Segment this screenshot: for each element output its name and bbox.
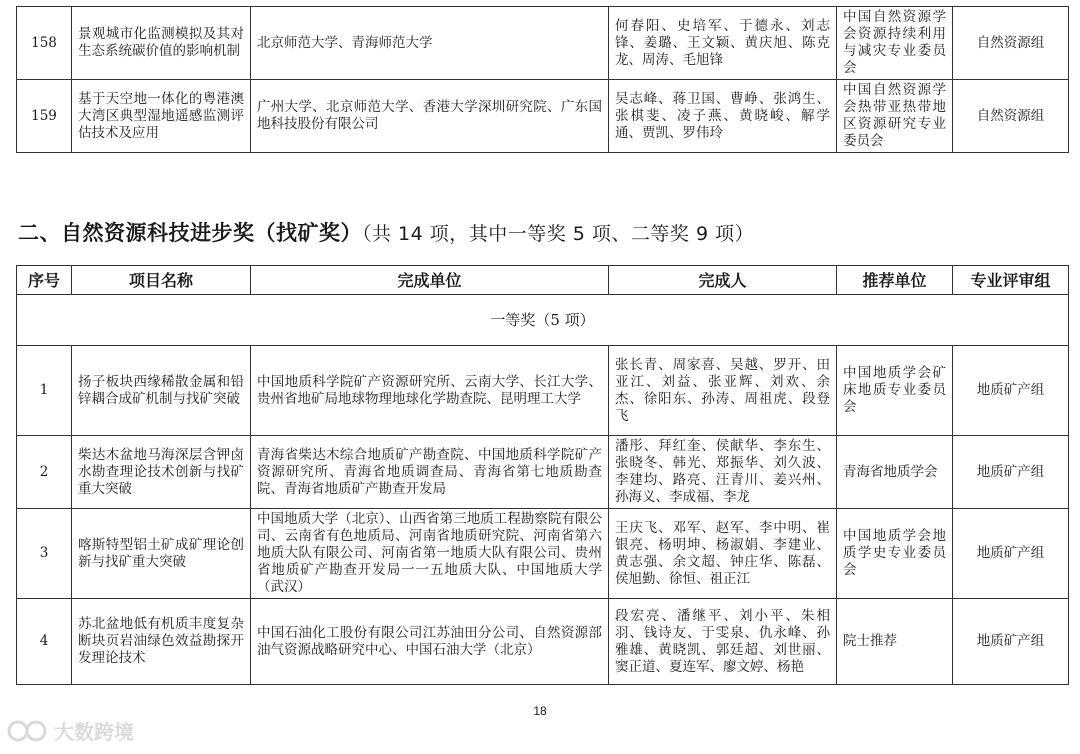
cell-recommender: 中国地质学会地质学史专业委员会 bbox=[837, 509, 953, 599]
watermark-text: 大数跨境 bbox=[54, 720, 134, 744]
cell-group: 自然资源组 bbox=[953, 7, 1069, 80]
cell-group: 地质矿产组 bbox=[953, 599, 1069, 685]
page-number: 18 bbox=[533, 704, 547, 718]
cell-no: 1 bbox=[17, 346, 72, 436]
continued-award-table bbox=[16, 6, 1069, 153]
cell-recommender: 中国自然资源学会热带亚热带地区资源研究专业委员会 bbox=[837, 80, 953, 153]
cell-units: 中国石油化工股份有限公司江苏油田分公司、自然资源部油气资源战略研究中心、中国石油大学（北京） bbox=[251, 599, 609, 685]
cell-name: 基于天空地一体化的粤港澳大湾区典型湿地遥感监测评估技术及应用 bbox=[72, 80, 251, 153]
table-row bbox=[17, 346, 1069, 436]
section-heading bbox=[18, 217, 754, 247]
table-row bbox=[17, 599, 1069, 685]
watermark-logo-icon bbox=[6, 719, 50, 743]
table-row bbox=[17, 509, 1069, 599]
cell-recommender: 院士推荐 bbox=[837, 599, 953, 685]
cell-no: 3 bbox=[17, 509, 72, 599]
cell-people: 何春阳、史培军、于德永、刘志锋、姜璐、王文颖、黄庆旭、陈克龙、周涛、毛旭锋 bbox=[609, 7, 837, 80]
mineral-award-table bbox=[16, 265, 1069, 685]
header-recommender: 推荐单位 bbox=[837, 266, 953, 295]
cell-group: 自然资源组 bbox=[953, 80, 1069, 153]
table-row bbox=[17, 7, 1069, 80]
header-units: 完成单位 bbox=[251, 266, 609, 295]
cell-units: 青海省柴达木综合地质矿产勘查院、中国地质科学院矿产资源研究所、青海省地质调查局、青海省第七地质勘查院、青海省地质矿产勘查开发局 bbox=[251, 436, 609, 509]
cell-name: 扬子板块西缘稀散金属和铅锌耦合成矿机制与找矿突破 bbox=[72, 346, 251, 436]
cell-units: 广州大学、北京师范大学、香港大学深圳研究院、广东国地科技股份有限公司 bbox=[251, 80, 609, 153]
cell-name: 苏北盆地低有机质丰度复杂断块页岩油绿色效益勘探开发理论技术 bbox=[72, 599, 251, 685]
cell-name: 喀斯特型铝土矿成矿理论创新与找矿重大突破 bbox=[72, 509, 251, 599]
award-level-row bbox=[17, 295, 1069, 346]
cell-no: 159 bbox=[17, 80, 72, 153]
cell-group: 地质矿产组 bbox=[953, 436, 1069, 509]
award-level-label: 一等奖（5 项） bbox=[17, 295, 1069, 346]
watermark bbox=[6, 716, 134, 745]
header-people: 完成人 bbox=[609, 266, 837, 295]
cell-people: 段宏亮、潘继平、刘小平、朱相羽、钱诗友、于雯泉、仇永峰、孙雅雄、黄晓凯、郭廷超、刘世丽、窦正道、夏连军、廖文婷、杨艳 bbox=[609, 599, 837, 685]
cell-no: 158 bbox=[17, 7, 72, 80]
cell-no: 4 bbox=[17, 599, 72, 685]
cell-units: 北京师范大学、青海师范大学 bbox=[251, 7, 609, 80]
cell-units: 中国地质科学院矿产资源研究所、云南大学、长江大学、贵州省地矿局地球物理地球化学勘查院、昆明理工大学 bbox=[251, 346, 609, 436]
cell-name: 景观城市化监测模拟及其对生态系统碳价值的影响机制 bbox=[72, 7, 251, 80]
table-header-row bbox=[17, 266, 1069, 295]
header-no: 序号 bbox=[17, 266, 72, 295]
table-row bbox=[17, 80, 1069, 153]
section-title: 二、自然资源科技进步奖（找矿奖） bbox=[18, 221, 362, 245]
cell-people: 潘彤、拜红奎、侯献华、李东生、张晓冬、韩光、郑振华、刘久波、李建均、路亮、汪青川、姜兴州、孙海义、李成福、李龙 bbox=[609, 436, 837, 509]
header-name: 项目名称 bbox=[72, 266, 251, 295]
cell-people: 吴志峰、蒋卫国、曹峥、张鸿生、张棋斐、凌子燕、黄晓峻、解学通、贾凯、罗伟玲 bbox=[609, 80, 837, 153]
header-group: 专业评审组 bbox=[953, 266, 1069, 295]
cell-recommender: 中国自然资源学会资源持续利用与减灾专业委员会 bbox=[837, 7, 953, 80]
cell-group: 地质矿产组 bbox=[953, 346, 1069, 436]
table-row bbox=[17, 436, 1069, 509]
cell-group: 地质矿产组 bbox=[953, 509, 1069, 599]
cell-people: 张长青、周家喜、吴越、罗开、田亚江、刘益、张亚辉、刘欢、余杰、徐阳东、孙涛、周祖虎、段登飞 bbox=[609, 346, 837, 436]
cell-recommender: 青海省地质学会 bbox=[837, 436, 953, 509]
cell-units: 中国地质大学（北京）、山西省第三地质工程勘察院有限公司、云南省有色地质局、河南省地质研究院、河南省第六地质大队有限公司、河南省第一地质大队有限公司、贵州省地质矿产勘查开发局一一五地质大队、中国地质大学（武汉） bbox=[251, 509, 609, 599]
cell-recommender: 中国地质学会矿床地质专业委员会 bbox=[837, 346, 953, 436]
section-subtitle: （共 14 项，其中一等奖 5 项、二等奖 9 项） bbox=[362, 223, 755, 245]
cell-no: 2 bbox=[17, 436, 72, 509]
cell-name: 柴达木盆地马海深层含钾卤水勘查理论技术创新与找矿重大突破 bbox=[72, 436, 251, 509]
cell-people: 王庆飞、邓军、赵军、李中明、崔银亮、杨明坤、杨淑娟、李建业、黄志强、余文超、钟庄华、陈磊、侯旭勤、徐恒、祖正江 bbox=[609, 509, 837, 599]
